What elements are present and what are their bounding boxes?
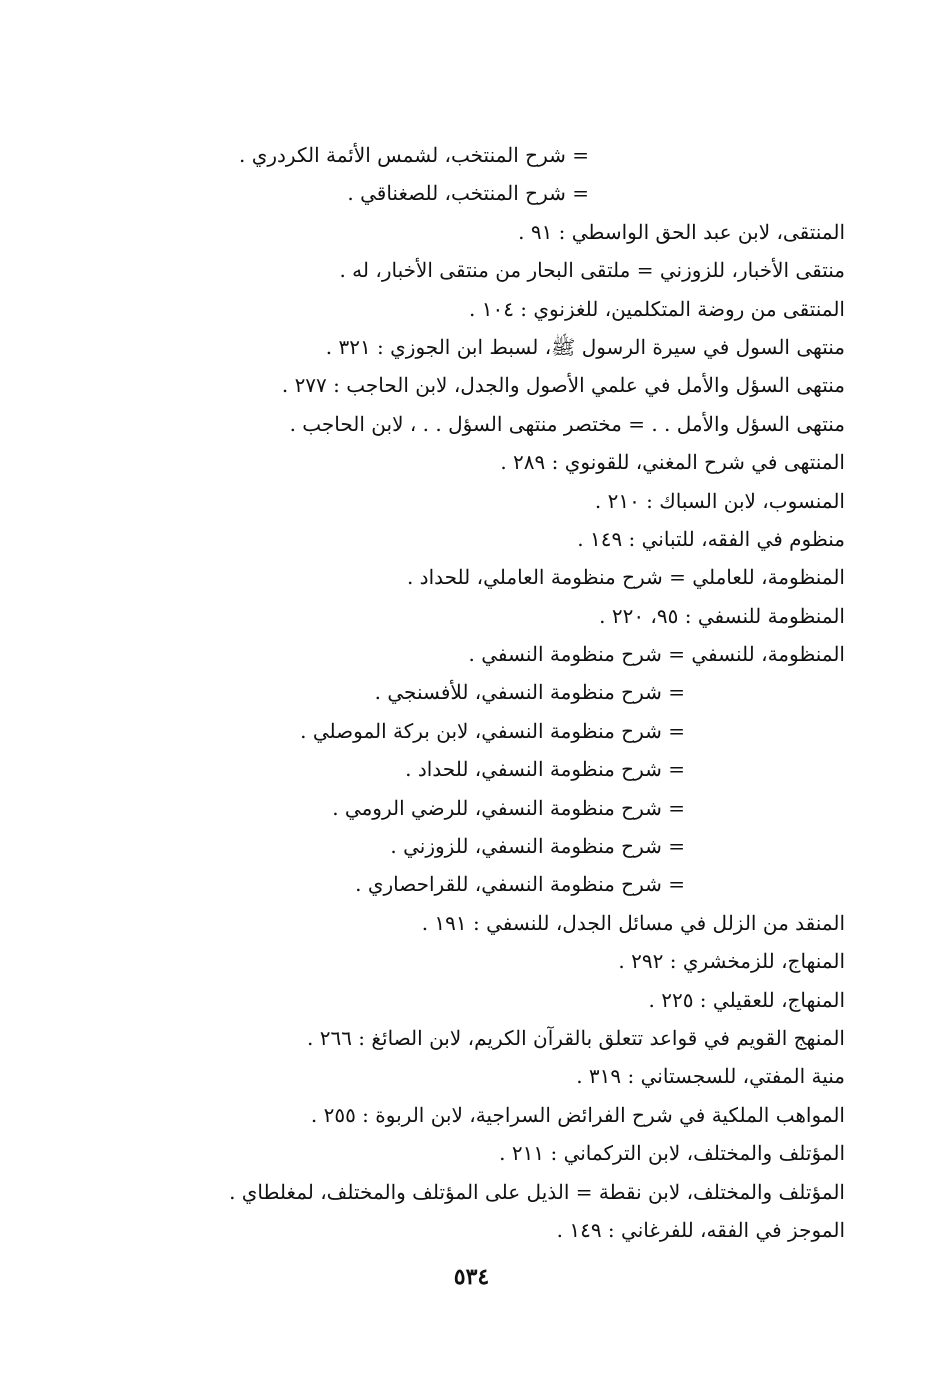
index-entry: منية المفتي، للسجستاني : ٣١٩ . <box>576 1064 845 1089</box>
index-entry: المنظومة، للنسفي = شرح منظومة النسفي . <box>468 642 845 667</box>
index-entry: المنتقى، لابن عبد الحق الواسطي : ٩١ . <box>518 219 845 244</box>
index-entry: المنهاج، للعقيلي : ٢٢٥ . <box>648 987 845 1012</box>
index-subentry: = شرح منظومة النسفي، للقراحصاري . <box>355 872 685 897</box>
index-entry: المؤتلف والمختلف، لابن التركماني : ٢١١ . <box>499 1141 845 1166</box>
index-entry: منتقى الأخبار، للزوزني = ملتقى البحار من منتقى الأخبار، له . <box>339 258 845 283</box>
index-entry: المنتهى في شرح المغني، للقونوي : ٢٨٩ . <box>500 450 845 475</box>
index-entry: المنقد من الزلل في مسائل الجدل، للنسفي : ١٩١ . <box>421 910 845 935</box>
index-entry: المنهاج، للزمخشري : ٢٩٢ . <box>618 949 845 974</box>
index-subentry: = شرح منظومة النسفي، للزوزني . <box>390 834 685 859</box>
index-entry: المؤتلف والمختلف، لابن نقطة = الذيل على المؤتلف والمختلف، لمغلطاي . <box>229 1179 845 1204</box>
index-entry: = شرح المنتخب، لشمس الأئمة الكردري . <box>238 143 589 167</box>
index-entry: المواهب الملكية في شرح الفرائض السراجية، لابن الربوة : ٢٥٥ . <box>310 1102 845 1127</box>
index-subentry: = شرح منظومة النسفي، للرضي الرومي . <box>332 795 685 820</box>
index-entry: المنتقى من روضة المتكلمين، للغزنوي : ١٠٤ . <box>468 296 845 321</box>
index-entry: الموجز في الفقه، للفرغاني : ١٤٩ . <box>556 1217 845 1242</box>
index-entries <box>145 136 845 1249</box>
index-entry: منظوم في الفقه، للتباني : ١٤٩ . <box>577 526 845 551</box>
index-subentry: = شرح منظومة النسفي، للحداد . <box>405 757 685 782</box>
index-entry: المنهج القويم في قواعد تتعلق بالقرآن الكريم، لابن الصائغ : ٢٦٦ . <box>307 1025 845 1050</box>
index-entry: منتهى السؤل والأمل . . = مختصر منتهى السؤل . . ، لابن الحاجب . <box>289 411 845 436</box>
index-entry: المنسوب، لابن السباك : ٢١٠ . <box>594 488 845 513</box>
page-number: ٥٣٤ <box>453 1264 490 1290</box>
index-subentry: = شرح منظومة النسفي، لابن بركة الموصلي . <box>300 718 685 743</box>
index-entry: = شرح المنتخب، للصغناقي . <box>347 181 589 206</box>
index-entry: المنظومة للنسفي : ٩٥، ٢٢٠ . <box>599 603 845 628</box>
index-entry: المنظومة، للعاملي = شرح منظومة العاملي، للحداد . <box>406 565 845 590</box>
index-subentry: = شرح منظومة النسفي، للأفسنجي . <box>374 680 685 705</box>
index-entry: منتهى السول في سيرة الرسول ﷺ، لسبط ابن الجوزي : ٣٢١ . <box>325 334 845 359</box>
index-entry: منتهى السؤل والأمل في علمي الأصول والجدل، لابن الحاجب : ٢٧٧ . <box>281 373 845 398</box>
